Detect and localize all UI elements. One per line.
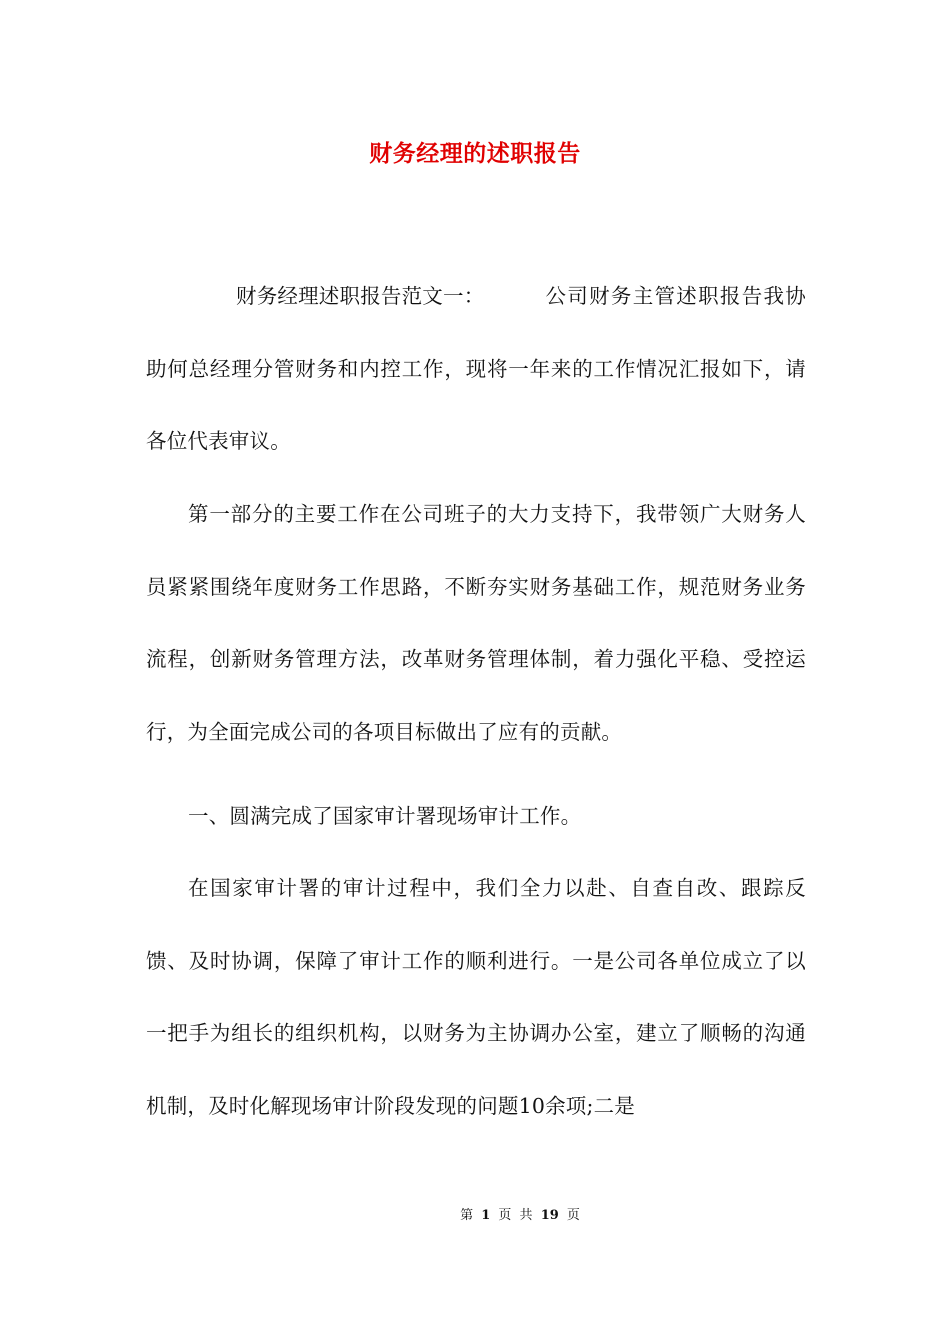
footer-current-page: 1 [481, 1208, 491, 1223]
intro-rest-text: 公司财务主管述职报告我协助何总经理分管财务和内控工作，现将一年来的工作情况汇报如下，请各位代表审议。 [146, 284, 806, 453]
footer-middle: 页 共 [498, 1208, 533, 1223]
paragraph-main-work: 第一部分的主要工作在公司班子的大力支持下，我带领广大财务人员紧紧围绕年度财务工作思路，不断夯实财务基础工作，规范财务业务流程，创新财务管理方法，改革财务管理体制，着力强化平稳、受控运行，为全面完成公司的各项目标做出了应有的贡献。 [146, 502, 806, 744]
intro-lead-text: 财务经理述职报告范文一： [236, 284, 485, 308]
footer-prefix: 第 [460, 1208, 474, 1223]
page-footer [0, 1206, 950, 1226]
footer-total-pages: 19 [540, 1208, 559, 1223]
paragraph-audit-process: 在国家审计署的审计过程中，我们全力以赴、自查自改、跟踪反馈、及时协调，保障了审计工作的顺利进行。一是公司各单位成立了以一把手为组长的组织机构，以财务为主协调办公室，建立了顺畅的沟通机制，及时化解现场审计阶段发现的问题10余项;二是 [146, 876, 806, 1118]
footer-suffix: 页 [566, 1208, 580, 1223]
section-heading-audit: 一、圆满完成了国家审计署现场审计工作。 [188, 804, 582, 828]
document-title: 财务经理的述职报告 [369, 140, 581, 167]
paragraph-intro [146, 260, 806, 478]
